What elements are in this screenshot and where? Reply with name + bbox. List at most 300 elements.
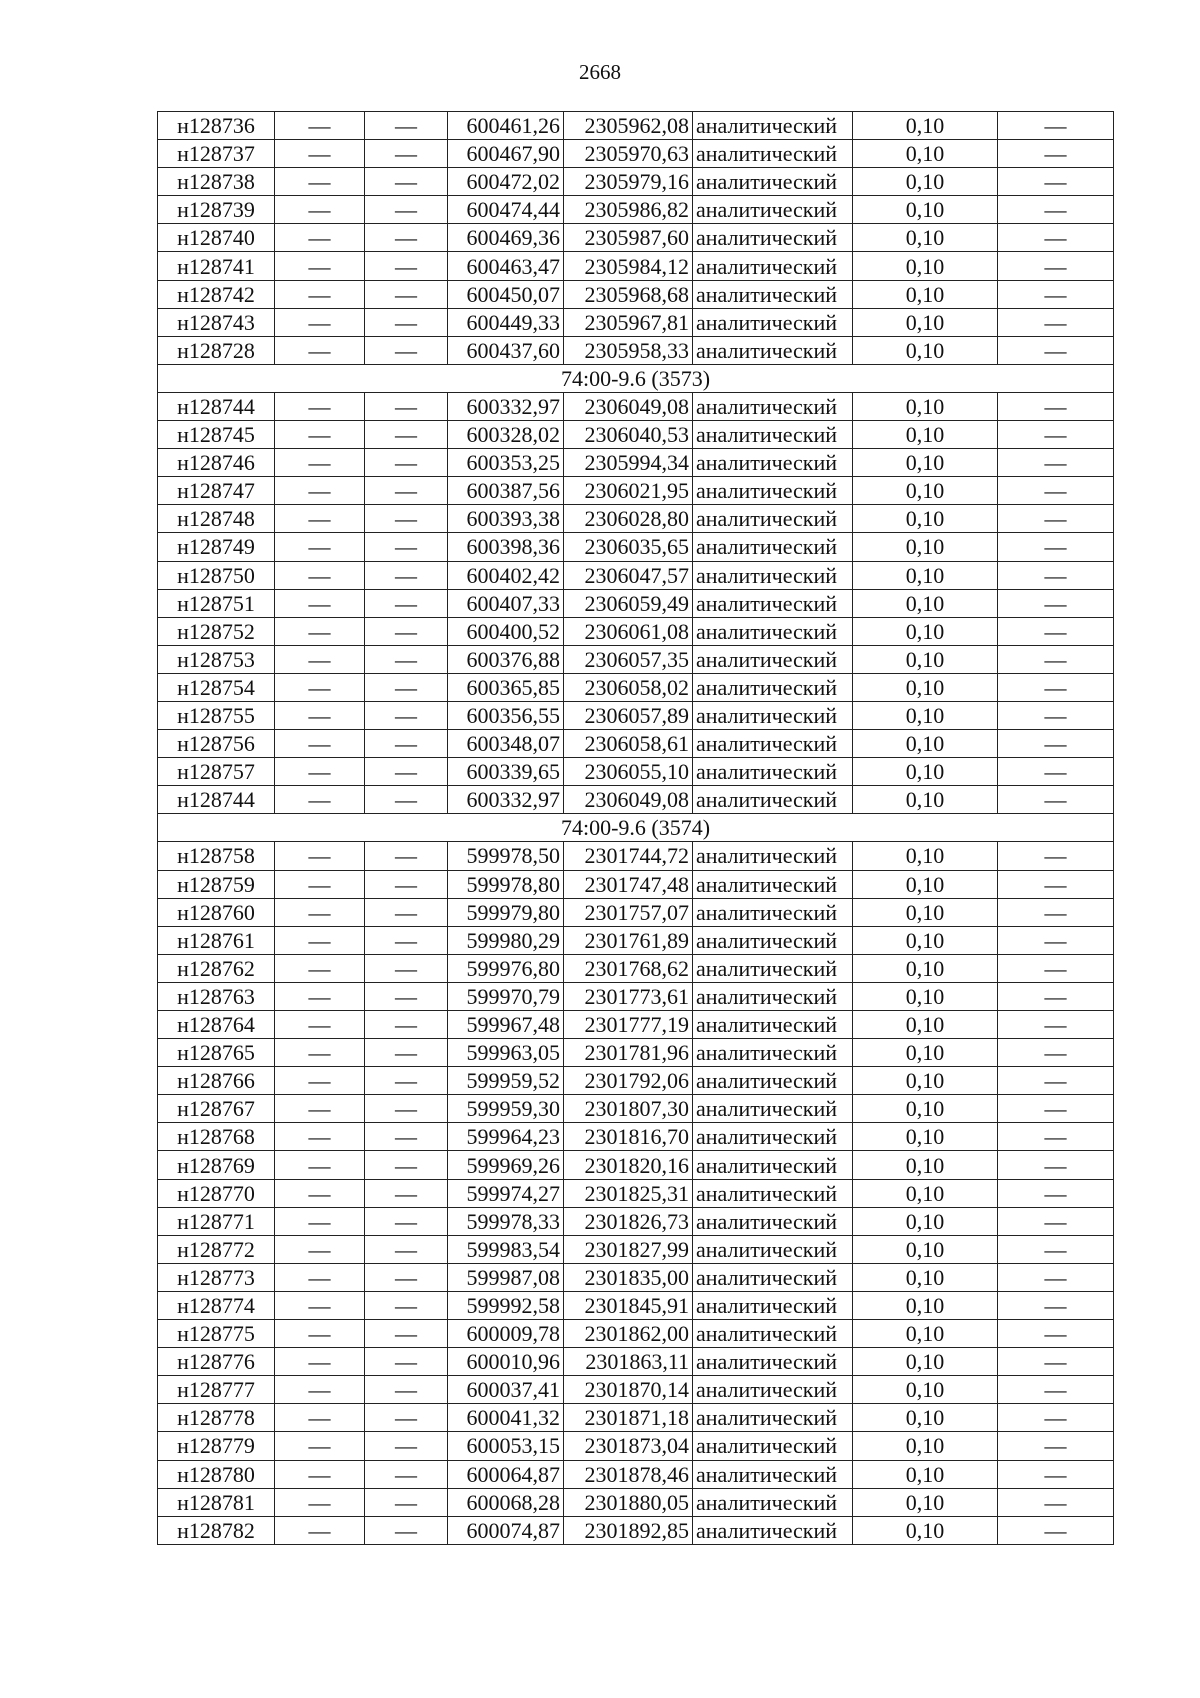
y-coordinate-cell: 2301870,14 — [564, 1376, 693, 1404]
dash-cell: — — [365, 1432, 448, 1460]
dash-cell: — — [998, 1376, 1114, 1404]
dash-cell: — — [275, 280, 365, 308]
dash-cell: — — [275, 842, 365, 870]
dash-cell: — — [998, 645, 1114, 673]
dash-cell: — — [998, 786, 1114, 814]
accuracy-cell: 0,10 — [853, 196, 998, 224]
accuracy-cell: 0,10 — [853, 982, 998, 1010]
dash-cell: — — [365, 1095, 448, 1123]
dash-cell: — — [365, 168, 448, 196]
dash-cell: — — [365, 1320, 448, 1348]
method-cell: аналитический — [693, 449, 853, 477]
accuracy-cell: 0,10 — [853, 1263, 998, 1291]
dash-cell: — — [998, 1123, 1114, 1151]
accuracy-cell: 0,10 — [853, 1235, 998, 1263]
dash-cell: — — [998, 1488, 1114, 1516]
accuracy-cell: 0,10 — [853, 561, 998, 589]
method-cell: аналитический — [693, 168, 853, 196]
y-coordinate-cell: 2301873,04 — [564, 1432, 693, 1460]
dash-cell: — — [998, 449, 1114, 477]
dash-cell: — — [275, 1123, 365, 1151]
x-coordinate-cell: 599963,05 — [448, 1039, 564, 1067]
dash-cell: — — [998, 1348, 1114, 1376]
x-coordinate-cell: 600348,07 — [448, 730, 564, 758]
x-coordinate-cell: 600356,55 — [448, 701, 564, 729]
accuracy-cell: 0,10 — [853, 673, 998, 701]
dash-cell: — — [998, 477, 1114, 505]
dash-cell: — — [275, 449, 365, 477]
dash-cell: — — [365, 1516, 448, 1544]
dash-cell: — — [998, 1404, 1114, 1432]
point-name-cell: н128768 — [158, 1123, 275, 1151]
y-coordinate-cell: 2306040,53 — [564, 421, 693, 449]
y-coordinate-cell: 2306057,89 — [564, 701, 693, 729]
dash-cell: — — [365, 561, 448, 589]
accuracy-cell: 0,10 — [853, 1039, 998, 1067]
dash-cell: — — [365, 617, 448, 645]
table-row — [158, 1320, 1114, 1348]
section-title: 74:00-9.6 (3574) — [158, 814, 1114, 842]
dash-cell: — — [275, 617, 365, 645]
accuracy-cell: 0,10 — [853, 336, 998, 364]
method-cell: аналитический — [693, 1151, 853, 1179]
y-coordinate-cell: 2301862,00 — [564, 1320, 693, 1348]
method-cell: аналитический — [693, 336, 853, 364]
x-coordinate-cell: 599967,48 — [448, 1011, 564, 1039]
table-row — [158, 505, 1114, 533]
x-coordinate-cell: 600332,97 — [448, 786, 564, 814]
table-row — [158, 898, 1114, 926]
table-row — [158, 1123, 1114, 1151]
dash-cell: — — [998, 1067, 1114, 1095]
x-coordinate-cell: 599978,80 — [448, 870, 564, 898]
y-coordinate-cell: 2301807,30 — [564, 1095, 693, 1123]
table-row — [158, 701, 1114, 729]
dash-cell: — — [275, 1095, 365, 1123]
table-row — [158, 168, 1114, 196]
dash-cell: — — [998, 1095, 1114, 1123]
x-coordinate-cell: 599979,80 — [448, 898, 564, 926]
dash-cell: — — [275, 533, 365, 561]
y-coordinate-cell: 2301777,19 — [564, 1011, 693, 1039]
dash-cell: — — [275, 870, 365, 898]
point-name-cell: н128765 — [158, 1039, 275, 1067]
dash-cell: — — [365, 1067, 448, 1095]
accuracy-cell: 0,10 — [853, 505, 998, 533]
point-name-cell: н128772 — [158, 1235, 275, 1263]
point-name-cell: н128739 — [158, 196, 275, 224]
dash-cell: — — [275, 1207, 365, 1235]
y-coordinate-cell: 2305979,16 — [564, 168, 693, 196]
dash-cell: — — [998, 168, 1114, 196]
table-row — [158, 954, 1114, 982]
dash-cell: — — [275, 1376, 365, 1404]
y-coordinate-cell: 2301744,72 — [564, 842, 693, 870]
section-header-row — [158, 814, 1114, 842]
point-name-cell: н128744 — [158, 786, 275, 814]
table-row — [158, 1348, 1114, 1376]
table-row — [158, 477, 1114, 505]
y-coordinate-cell: 2301892,85 — [564, 1516, 693, 1544]
accuracy-cell: 0,10 — [853, 140, 998, 168]
x-coordinate-cell: 600041,32 — [448, 1404, 564, 1432]
accuracy-cell: 0,10 — [853, 898, 998, 926]
dash-cell: — — [365, 1460, 448, 1488]
accuracy-cell: 0,10 — [853, 870, 998, 898]
method-cell: аналитический — [693, 1095, 853, 1123]
point-name-cell: н128760 — [158, 898, 275, 926]
dash-cell: — — [365, 505, 448, 533]
point-name-cell: н128778 — [158, 1404, 275, 1432]
y-coordinate-cell: 2301880,05 — [564, 1488, 693, 1516]
point-name-cell: н128741 — [158, 252, 275, 280]
method-cell: аналитический — [693, 1376, 853, 1404]
dash-cell: — — [275, 589, 365, 617]
table-row — [158, 561, 1114, 589]
table-row — [158, 1460, 1114, 1488]
method-cell: аналитический — [693, 1263, 853, 1291]
x-coordinate-cell: 600064,87 — [448, 1460, 564, 1488]
y-coordinate-cell: 2305970,63 — [564, 140, 693, 168]
table-row — [158, 673, 1114, 701]
dash-cell: — — [365, 1404, 448, 1432]
dash-cell: — — [998, 1263, 1114, 1291]
point-name-cell: н128767 — [158, 1095, 275, 1123]
dash-cell: — — [998, 336, 1114, 364]
dash-cell: — — [998, 533, 1114, 561]
x-coordinate-cell: 600463,47 — [448, 252, 564, 280]
x-coordinate-cell: 600400,52 — [448, 617, 564, 645]
dash-cell: — — [275, 645, 365, 673]
point-name-cell: н128758 — [158, 842, 275, 870]
dash-cell: — — [998, 1460, 1114, 1488]
method-cell: аналитический — [693, 954, 853, 982]
accuracy-cell: 0,10 — [853, 701, 998, 729]
x-coordinate-cell: 600328,02 — [448, 421, 564, 449]
dash-cell: — — [998, 1291, 1114, 1319]
table-row — [158, 449, 1114, 477]
method-cell: аналитический — [693, 505, 853, 533]
method-cell: аналитический — [693, 842, 853, 870]
y-coordinate-cell: 2301878,46 — [564, 1460, 693, 1488]
x-coordinate-cell: 600467,90 — [448, 140, 564, 168]
point-name-cell: н128745 — [158, 421, 275, 449]
dash-cell: — — [998, 1179, 1114, 1207]
method-cell: аналитический — [693, 1039, 853, 1067]
point-name-cell: н128773 — [158, 1263, 275, 1291]
method-cell: аналитический — [693, 1404, 853, 1432]
y-coordinate-cell: 2305994,34 — [564, 449, 693, 477]
x-coordinate-cell: 600037,41 — [448, 1376, 564, 1404]
x-coordinate-cell: 599978,33 — [448, 1207, 564, 1235]
point-name-cell: н128761 — [158, 926, 275, 954]
y-coordinate-cell: 2301820,16 — [564, 1151, 693, 1179]
point-name-cell: н128756 — [158, 730, 275, 758]
dash-cell: — — [275, 1039, 365, 1067]
table-row — [158, 617, 1114, 645]
accuracy-cell: 0,10 — [853, 1432, 998, 1460]
dash-cell: — — [275, 477, 365, 505]
y-coordinate-cell: 2306059,49 — [564, 589, 693, 617]
table-row — [158, 870, 1114, 898]
dash-cell: — — [275, 1320, 365, 1348]
accuracy-cell: 0,10 — [853, 758, 998, 786]
table-row — [158, 280, 1114, 308]
method-cell: аналитический — [693, 308, 853, 336]
method-cell: аналитический — [693, 1348, 853, 1376]
x-coordinate-cell: 600365,85 — [448, 673, 564, 701]
dash-cell: — — [275, 898, 365, 926]
y-coordinate-cell: 2305962,08 — [564, 112, 693, 140]
point-name-cell: н128774 — [158, 1291, 275, 1319]
x-coordinate-cell: 599976,80 — [448, 954, 564, 982]
dash-cell: — — [998, 842, 1114, 870]
dash-cell: — — [365, 1123, 448, 1151]
method-cell: аналитический — [693, 758, 853, 786]
accuracy-cell: 0,10 — [853, 1179, 998, 1207]
point-name-cell: н128779 — [158, 1432, 275, 1460]
accuracy-cell: 0,10 — [853, 589, 998, 617]
table-row — [158, 1488, 1114, 1516]
x-coordinate-cell: 600339,65 — [448, 758, 564, 786]
method-cell: аналитический — [693, 1488, 853, 1516]
point-name-cell: н128753 — [158, 645, 275, 673]
dash-cell: — — [365, 982, 448, 1010]
table-row — [158, 252, 1114, 280]
method-cell: аналитический — [693, 421, 853, 449]
method-cell: аналитический — [693, 252, 853, 280]
x-coordinate-cell: 600472,02 — [448, 168, 564, 196]
dash-cell: — — [998, 1207, 1114, 1235]
dash-cell: — — [998, 1320, 1114, 1348]
point-name-cell: н128744 — [158, 392, 275, 420]
dash-cell: — — [365, 673, 448, 701]
dash-cell: — — [365, 589, 448, 617]
x-coordinate-cell: 600402,42 — [448, 561, 564, 589]
dash-cell: — — [365, 1376, 448, 1404]
table-row — [158, 1376, 1114, 1404]
point-name-cell: н128742 — [158, 280, 275, 308]
dash-cell: — — [365, 786, 448, 814]
method-cell: аналитический — [693, 196, 853, 224]
point-name-cell: н128752 — [158, 617, 275, 645]
dash-cell: — — [275, 1235, 365, 1263]
dash-cell: — — [998, 112, 1114, 140]
dash-cell: — — [275, 224, 365, 252]
point-name-cell: н128782 — [158, 1516, 275, 1544]
table-row — [158, 1291, 1114, 1319]
method-cell: аналитический — [693, 1207, 853, 1235]
accuracy-cell: 0,10 — [853, 926, 998, 954]
x-coordinate-cell: 599980,29 — [448, 926, 564, 954]
x-coordinate-cell: 599983,54 — [448, 1235, 564, 1263]
y-coordinate-cell: 2306049,08 — [564, 392, 693, 420]
accuracy-cell: 0,10 — [853, 1151, 998, 1179]
y-coordinate-cell: 2301747,48 — [564, 870, 693, 898]
method-cell: аналитический — [693, 1179, 853, 1207]
dash-cell: — — [275, 252, 365, 280]
dash-cell: — — [275, 1179, 365, 1207]
accuracy-cell: 0,10 — [853, 1011, 998, 1039]
dash-cell: — — [275, 112, 365, 140]
accuracy-cell: 0,10 — [853, 1376, 998, 1404]
dash-cell: — — [365, 701, 448, 729]
x-coordinate-cell: 599992,58 — [448, 1291, 564, 1319]
method-cell: аналитический — [693, 561, 853, 589]
accuracy-cell: 0,10 — [853, 1095, 998, 1123]
y-coordinate-cell: 2301761,89 — [564, 926, 693, 954]
dash-cell: — — [275, 140, 365, 168]
x-coordinate-cell: 599974,27 — [448, 1179, 564, 1207]
method-cell: аналитический — [693, 1291, 853, 1319]
point-name-cell: н128740 — [158, 224, 275, 252]
dash-cell: — — [275, 336, 365, 364]
point-name-cell: н128777 — [158, 1376, 275, 1404]
point-name-cell: н128757 — [158, 758, 275, 786]
x-coordinate-cell: 600450,07 — [448, 280, 564, 308]
point-name-cell: н128771 — [158, 1207, 275, 1235]
accuracy-cell: 0,10 — [853, 280, 998, 308]
dash-cell: — — [365, 954, 448, 982]
y-coordinate-cell: 2301792,06 — [564, 1067, 693, 1095]
point-name-cell: н128743 — [158, 308, 275, 336]
x-coordinate-cell: 600068,28 — [448, 1488, 564, 1516]
dash-cell: — — [365, 196, 448, 224]
accuracy-cell: 0,10 — [853, 421, 998, 449]
dash-cell: — — [998, 617, 1114, 645]
accuracy-cell: 0,10 — [853, 1123, 998, 1151]
y-coordinate-cell: 2305967,81 — [564, 308, 693, 336]
dash-cell: — — [275, 196, 365, 224]
point-name-cell: н128775 — [158, 1320, 275, 1348]
x-coordinate-cell: 599978,50 — [448, 842, 564, 870]
method-cell: аналитический — [693, 1011, 853, 1039]
y-coordinate-cell: 2301826,73 — [564, 1207, 693, 1235]
accuracy-cell: 0,10 — [853, 308, 998, 336]
dash-cell: — — [275, 673, 365, 701]
table-row — [158, 1207, 1114, 1235]
method-cell: аналитический — [693, 533, 853, 561]
dash-cell: — — [365, 1348, 448, 1376]
accuracy-cell: 0,10 — [853, 1460, 998, 1488]
dash-cell: — — [998, 730, 1114, 758]
table-row — [158, 392, 1114, 420]
coordinates-table — [157, 111, 1114, 1545]
dash-cell: — — [365, 224, 448, 252]
dash-cell: — — [998, 140, 1114, 168]
point-name-cell: н128764 — [158, 1011, 275, 1039]
table-row — [158, 336, 1114, 364]
dash-cell: — — [998, 870, 1114, 898]
point-name-cell: н128750 — [158, 561, 275, 589]
accuracy-cell: 0,10 — [853, 645, 998, 673]
x-coordinate-cell: 600074,87 — [448, 1516, 564, 1544]
method-cell: аналитический — [693, 1432, 853, 1460]
y-coordinate-cell: 2305986,82 — [564, 196, 693, 224]
table-row — [158, 1151, 1114, 1179]
section-title: 74:00-9.6 (3573) — [158, 364, 1114, 392]
dash-cell: — — [275, 1011, 365, 1039]
x-coordinate-cell: 600474,44 — [448, 196, 564, 224]
accuracy-cell: 0,10 — [853, 168, 998, 196]
point-name-cell: н128776 — [158, 1348, 275, 1376]
accuracy-cell: 0,10 — [853, 1207, 998, 1235]
x-coordinate-cell: 600393,38 — [448, 505, 564, 533]
y-coordinate-cell: 2305987,60 — [564, 224, 693, 252]
dash-cell: — — [998, 701, 1114, 729]
dash-cell: — — [998, 589, 1114, 617]
y-coordinate-cell: 2301845,91 — [564, 1291, 693, 1319]
x-coordinate-cell: 600009,78 — [448, 1320, 564, 1348]
dash-cell: — — [275, 1432, 365, 1460]
x-coordinate-cell: 599959,52 — [448, 1067, 564, 1095]
point-name-cell: н128736 — [158, 112, 275, 140]
accuracy-cell: 0,10 — [853, 617, 998, 645]
table-row — [158, 308, 1114, 336]
dash-cell: — — [998, 673, 1114, 701]
accuracy-cell: 0,10 — [853, 1404, 998, 1432]
accuracy-cell: 0,10 — [853, 1348, 998, 1376]
table-row — [158, 140, 1114, 168]
method-cell: аналитический — [693, 730, 853, 758]
method-cell: аналитический — [693, 1123, 853, 1151]
method-cell: аналитический — [693, 673, 853, 701]
table-row — [158, 196, 1114, 224]
dash-cell: — — [998, 1516, 1114, 1544]
dash-cell: — — [365, 870, 448, 898]
dash-cell: — — [998, 280, 1114, 308]
dash-cell: — — [365, 1235, 448, 1263]
method-cell: аналитический — [693, 701, 853, 729]
y-coordinate-cell: 2301835,00 — [564, 1263, 693, 1291]
dash-cell: — — [365, 1291, 448, 1319]
dash-cell: — — [275, 561, 365, 589]
dash-cell: — — [365, 533, 448, 561]
accuracy-cell: 0,10 — [853, 392, 998, 420]
dash-cell: — — [365, 926, 448, 954]
table-row — [158, 730, 1114, 758]
y-coordinate-cell: 2301781,96 — [564, 1039, 693, 1067]
table-row — [158, 645, 1114, 673]
dash-cell: — — [998, 308, 1114, 336]
y-coordinate-cell: 2301863,11 — [564, 1348, 693, 1376]
y-coordinate-cell: 2306057,35 — [564, 645, 693, 673]
x-coordinate-cell: 600376,88 — [448, 645, 564, 673]
dash-cell: — — [998, 1432, 1114, 1460]
x-coordinate-cell: 599970,79 — [448, 982, 564, 1010]
method-cell: аналитический — [693, 617, 853, 645]
method-cell: аналитический — [693, 280, 853, 308]
x-coordinate-cell: 600398,36 — [448, 533, 564, 561]
dash-cell: — — [365, 1151, 448, 1179]
dash-cell: — — [275, 1488, 365, 1516]
table-row — [158, 1067, 1114, 1095]
dash-cell: — — [275, 392, 365, 420]
point-name-cell: н128728 — [158, 336, 275, 364]
dash-cell: — — [998, 1039, 1114, 1067]
dash-cell: — — [365, 1179, 448, 1207]
method-cell: аналитический — [693, 786, 853, 814]
y-coordinate-cell: 2305958,33 — [564, 336, 693, 364]
point-name-cell: н128762 — [158, 954, 275, 982]
y-coordinate-cell: 2306047,57 — [564, 561, 693, 589]
y-coordinate-cell: 2301768,62 — [564, 954, 693, 982]
method-cell: аналитический — [693, 645, 853, 673]
dash-cell: — — [365, 730, 448, 758]
section-header-row — [158, 364, 1114, 392]
table-row — [158, 1516, 1114, 1544]
x-coordinate-cell: 599964,23 — [448, 1123, 564, 1151]
